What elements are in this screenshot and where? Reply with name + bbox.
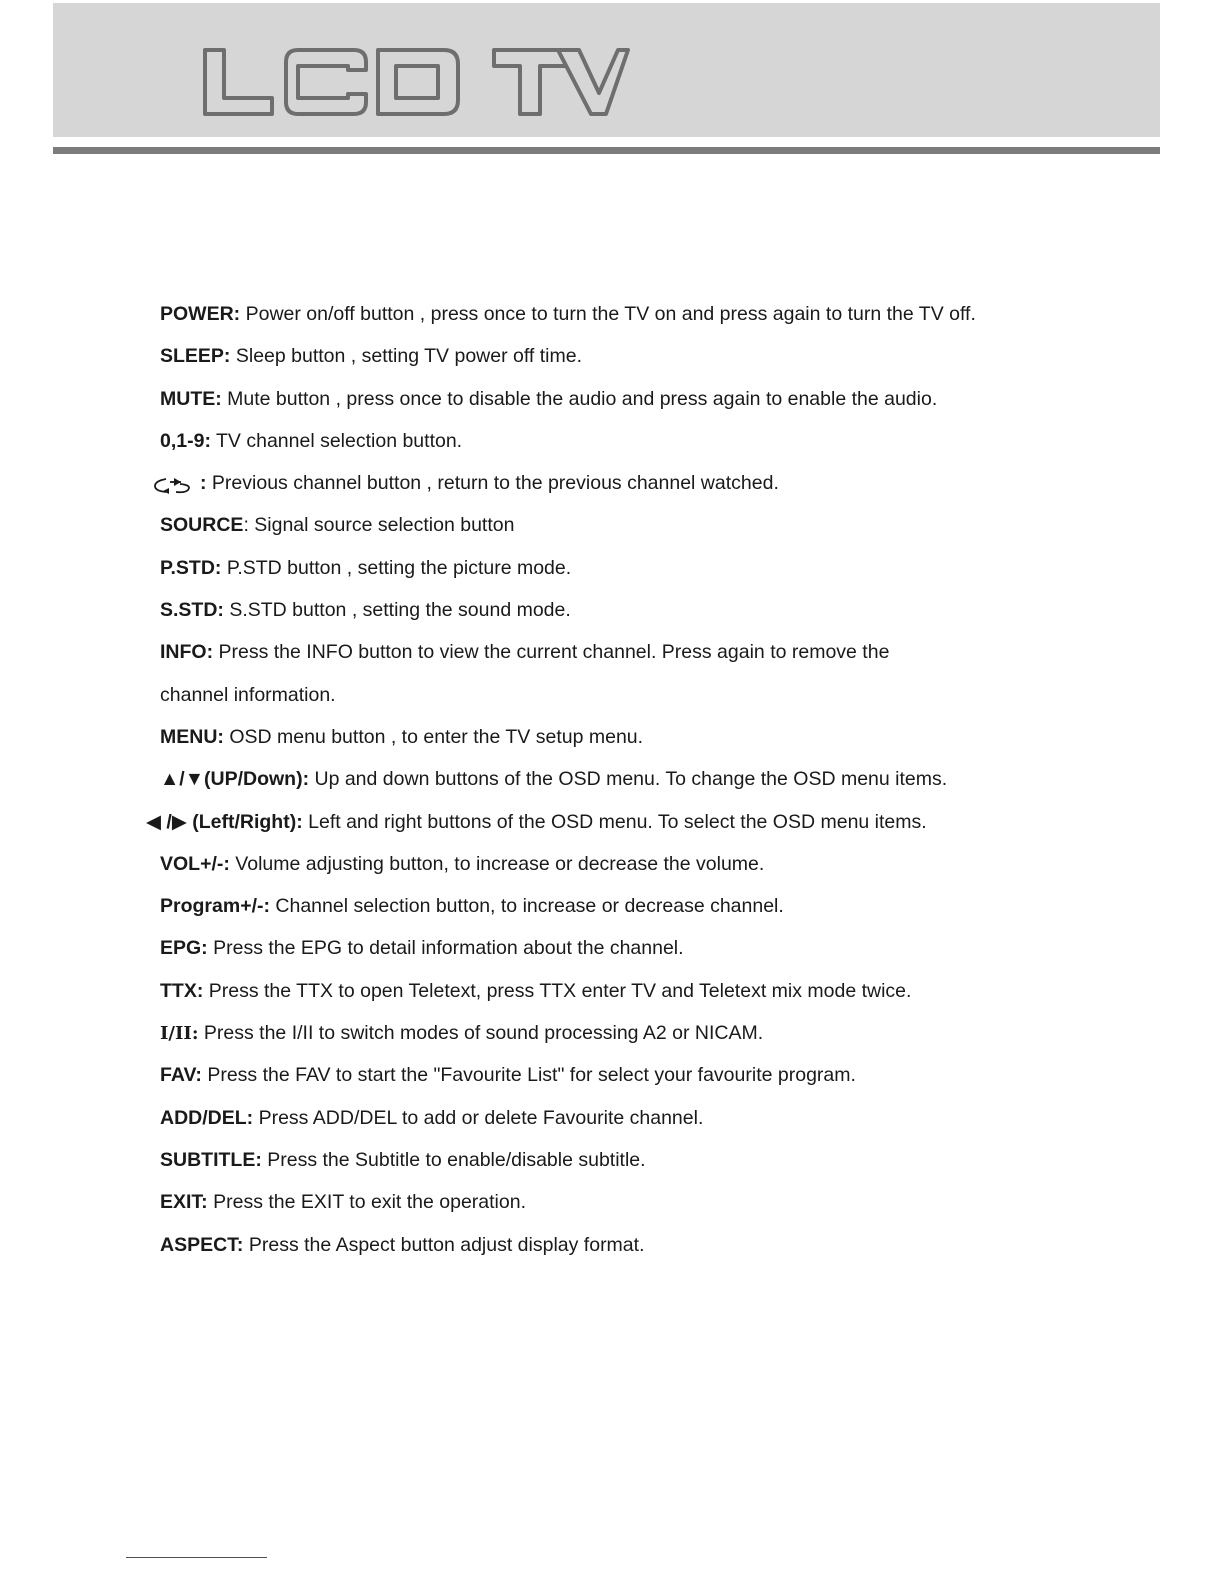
entry-text: TV channel selection button. [210,429,463,452]
entry-text: Channel selection button, to increase or decrease channel. [269,895,784,918]
entry-info-continued [160,674,1160,716]
entry-fav [160,1054,1160,1096]
entry-program [160,885,1160,927]
entry-text: Press the TTX to open Teletext, press TTX enter TV and Teletext mix mode twice. [203,979,912,1002]
entry-text: Press the EXIT to exit the operation. [207,1191,527,1214]
entry-text: Volume adjusting button, to increase or decrease the volume. [229,852,765,875]
entry-up-down [160,758,1160,800]
entry-text: Power on/off button , press once to turn the TV on and press again to turn the TV off. [240,303,976,325]
entry-key: EXIT: [160,1191,208,1214]
entry-text: Press the Aspect button adjust display format. [243,1233,645,1256]
entry-epg [160,927,1160,969]
entry-key: INFO: [160,641,214,664]
entry-key: ◀ /▶ (Left/Right): [146,810,303,833]
entry-text: S.STD button , setting the sound mode. [223,599,571,622]
entry-left-right [146,801,1160,843]
entry-previous-channel [160,462,1160,504]
entry-subtitle [160,1139,1160,1181]
entry-key: 0,1-9: [160,429,211,452]
lcd-tv-logo [148,30,628,119]
entry-text: Press the Subtitle to enable/disable subtitle. [261,1148,646,1171]
previous-channel-icon [152,475,194,495]
entry-key: EPG: [160,937,208,960]
entry-source [160,504,1160,546]
entry-text: Left and right buttons of the OSD menu. To select the OSD menu items. [302,810,927,833]
entry-key: P.STD: [160,556,222,579]
entry-add-del [160,1097,1160,1139]
entry-key: MENU: [160,725,224,748]
entry-key: : [200,472,207,495]
logo-text: LCD TV [148,30,205,47]
entry-text: OSD menu button , to enter the TV setup menu. [223,725,644,748]
entry-text: Previous channel button , return to the previous channel watched. [206,472,779,495]
entry-key: S.STD: [160,599,224,622]
entry-sstd [160,589,1160,631]
entry-text: channel information. [160,683,336,706]
entry-text: Press the I/II to switch modes of sound processing A2 or NICAM. [198,1022,764,1045]
entry-text: Sleep button , setting TV power off time. [230,345,582,368]
entry-number-keys [160,420,1160,462]
entry-pstd [160,547,1160,589]
entry-text: Press the INFO button to view the current channel. Press again to remove the [213,641,890,664]
entry-mute [160,378,1160,420]
entry-text: Press the EPG to detail information about the channel. [207,937,684,960]
entry-key: SLEEP: [160,345,231,368]
entry-key: ▲/▼(UP/Down): [160,768,310,791]
header-band [53,3,1160,137]
entry-sound-mode [160,1012,1160,1054]
entry-text: : Signal source selection button [243,514,515,537]
entry-ttx [160,970,1160,1012]
entry-menu [160,716,1160,758]
entry-volume [160,843,1160,885]
entry-key: Program+/-: [160,895,270,918]
entry-info [160,631,1160,673]
entry-key: SOURCE [160,514,244,537]
entry-sleep [160,335,1160,377]
entry-key: I/II: [160,1023,199,1045]
entry-text: Press the FAV to start the "Favourite List" for select your favourite program. [201,1064,856,1087]
entry-exit [160,1181,1160,1223]
entry-key: POWER: [160,303,241,325]
entry-key: FAV: [160,1064,202,1087]
footer-underline [126,1557,267,1558]
entry-key: TTX: [160,979,204,1002]
entry-key: MUTE: [160,387,222,410]
button-description-list [146,293,1160,1266]
entry-key: ASPECT: [160,1233,244,1256]
entry-key: ADD/DEL: [160,1106,254,1129]
entry-text: P.STD button , setting the picture mode. [221,556,572,579]
entry-text: Mute button , press once to disable the audio and press again to enable the audio. [221,387,938,410]
entry-key: VOL+/-: [160,852,230,875]
entry-text: Press ADD/DEL to add or delete Favourite channel. [253,1106,704,1129]
entry-power [160,293,1160,335]
header-divider [53,147,1160,154]
entry-aspect [160,1224,1160,1266]
entry-key: SUBTITLE: [160,1148,262,1171]
entry-text: Up and down buttons of the OSD menu. To change the OSD menu items. [309,768,948,791]
